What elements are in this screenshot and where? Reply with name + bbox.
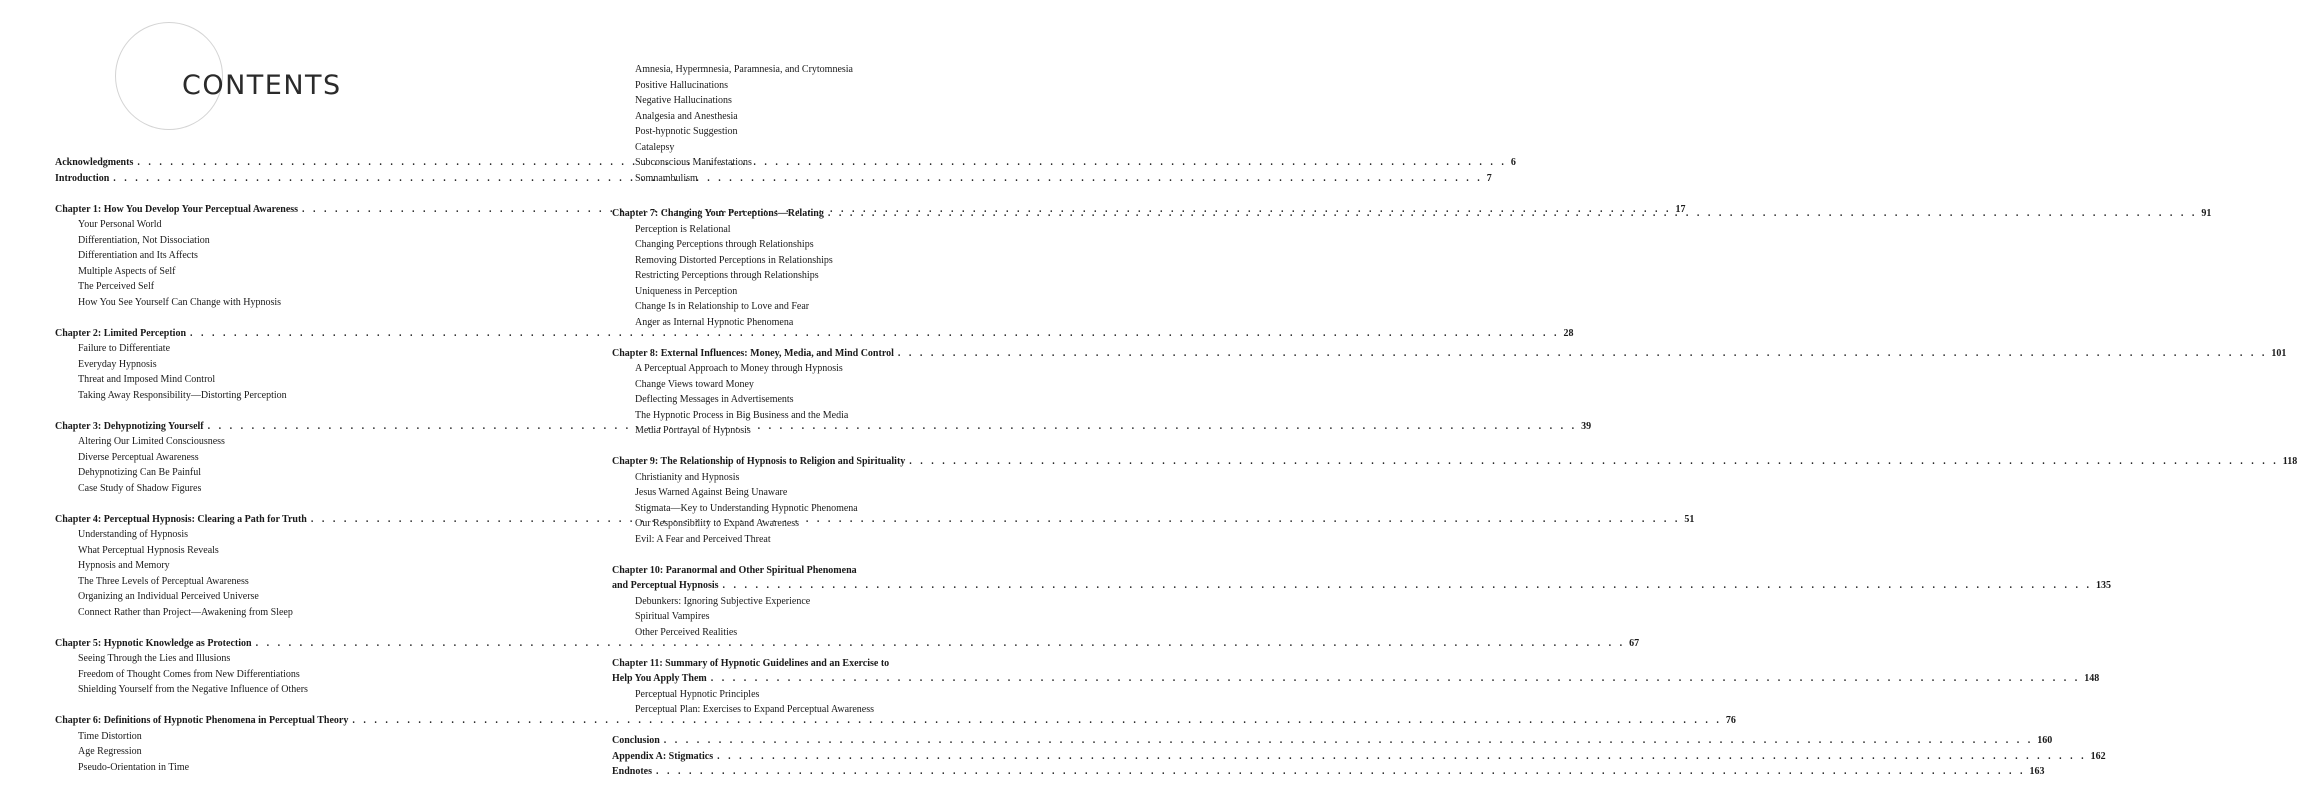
- toc-entry-title: Chapter 5: Hypnotic Knowledge as Protection: [55, 637, 252, 649]
- toc-section: Amnesia, Hypermnesia, Paramnesia, and Crytomnesia: [635, 64, 853, 75]
- toc-section: Organizing an Individual Perceived Universe: [78, 591, 259, 602]
- toc-entry: [612, 656, 2100, 687]
- toc-section: Deflecting Messages in Advertisements: [635, 394, 794, 405]
- dot-leader: [723, 578, 2093, 594]
- toc-section: Anger as Internal Hypnotic Phenomena: [635, 316, 794, 328]
- toc-entry-page: 163: [2029, 766, 2045, 777]
- toc-entry: [612, 749, 2106, 765]
- toc-entry-title-line2-row: [612, 671, 2099, 687]
- chapter-group: [612, 563, 2111, 641]
- dot-leader: [664, 733, 2034, 749]
- toc-section: Everyday Hypnosis: [78, 358, 157, 370]
- toc-section: Taking Away Responsibility—Distorting Perception: [78, 389, 287, 401]
- toc-section: Shielding Yourself from the Negative Influence of Others: [78, 684, 308, 695]
- dot-leader: [656, 764, 2026, 780]
- toc-section: Perceptual Hypnotic Principles: [635, 688, 760, 700]
- toc-section: Dehypnotizing Can Be Painful: [78, 467, 202, 478]
- toc-section: Stigmata—Key to Understanding Hypnotic Phenomena: [635, 502, 858, 514]
- toc-section: Multiple Aspects of Self: [78, 265, 176, 277]
- toc-section: Subconscious Manifestations: [635, 157, 752, 168]
- toc-section: Other Perceived Realities: [635, 626, 738, 638]
- toc-section: Catalepsy: [635, 141, 675, 153]
- dot-leader: [711, 671, 2081, 687]
- toc-entry-title: Chapter 4: Perceptual Hypnosis: Clearing a Path for Truth: [55, 513, 307, 525]
- toc-entry-page: 17: [1675, 203, 1686, 215]
- toc-section: Positive Hallucinations: [635, 79, 729, 91]
- toc-section: Your Personal World: [78, 219, 162, 230]
- toc-entry-title: Chapter 3: Dehypnotizing Yourself: [55, 420, 204, 432]
- toc-entry-title-block: [612, 563, 2111, 594]
- toc-section: Connect Rather than Project—Awakening from Sleep: [78, 606, 293, 618]
- toc-section: Post-hypnotic Suggestion: [635, 126, 738, 137]
- toc-entry-title-line2: Help You Apply Them: [612, 673, 707, 684]
- toc-section: Analgesia and Anesthesia: [635, 110, 738, 122]
- toc-section: Our Responsibility to Expand Awareness: [635, 518, 800, 529]
- toc-entry: [612, 346, 2287, 362]
- toc-entry-page: 7: [1486, 172, 1492, 184]
- toc-section: Time Distortion: [78, 730, 142, 742]
- toc-entry: [55, 636, 1640, 652]
- toc-entry-title: Chapter 6: Definitions of Hypnotic Phenomena in Perceptual Theory: [55, 715, 349, 726]
- toc-section: Seeing Through the Lies and Illusions: [78, 653, 231, 664]
- toc-entry-page: 6: [1510, 157, 1516, 168]
- toc-section: What Perceptual Hypnosis Reveals: [78, 544, 219, 556]
- toc-entry-title-line2-row: [612, 578, 2111, 594]
- chapter-group: [612, 656, 2100, 718]
- toc-section: Removing Distorted Perceptions in Relationships: [635, 254, 833, 266]
- dot-leader: [828, 206, 2198, 222]
- toc-section: Pseudo-Orientation in Time: [78, 761, 190, 773]
- dot-leader: [898, 346, 2268, 362]
- toc-section: Threat and Imposed Mind Control: [78, 374, 216, 385]
- toc-entry-page: 118: [2282, 456, 2297, 467]
- toc-entry-title-line2: and Perceptual Hypnosis: [612, 580, 719, 591]
- toc-entry-title-block: [612, 656, 2099, 687]
- toc-section: Hypnosis and Memory: [78, 560, 170, 571]
- toc-section: Debunkers: Ignoring Subjective Experience: [635, 595, 811, 607]
- chapter-6-continuation: [612, 62, 1024, 186]
- toc-section: Age Regression: [78, 746, 142, 757]
- toc-section: Somnambulism: [635, 172, 698, 184]
- toc-entry-title: Chapter 1: How You Develop Your Perceptual Awareness: [55, 203, 299, 215]
- toc-entry-page: 162: [2090, 750, 2106, 762]
- toc-entry: [55, 713, 1736, 729]
- toc-section: The Three Levels of Perceptual Awareness: [78, 575, 249, 587]
- toc-section: A Perceptual Approach to Money through Hypnosis: [635, 363, 843, 374]
- toc-entry-title: Chapter 10: Paranormal and Other Spiritual Phenomena: [612, 564, 857, 576]
- toc-entry-title: Chapter 9: The Relationship of Hypnosis to Religion and Spirituality: [612, 456, 906, 467]
- toc-section: Change Views toward Money: [635, 378, 754, 390]
- page-title: CONTENTS: [182, 70, 342, 101]
- toc-section: How You See Yourself Can Change with Hypnosis: [78, 296, 282, 308]
- toc-section: Case Study of Shadow Figures: [78, 482, 202, 494]
- toc-entry-title: Introduction: [55, 172, 110, 184]
- toc-section: Restricting Perceptions through Relationships: [635, 270, 819, 281]
- toc-entry-page: 135: [2096, 580, 2111, 591]
- toc-entry-title: Acknowledgments: [55, 157, 134, 168]
- toc-entry-page: 101: [2271, 347, 2287, 359]
- toc-entry: [612, 764, 2045, 780]
- toc-section: Media Portrayal of Hypnosis: [635, 425, 751, 436]
- toc-entry-page: 160: [2037, 735, 2053, 746]
- toc-section: Failure to Differentiate: [78, 343, 171, 354]
- toc-section: Altering Our Limited Consciousness: [78, 436, 225, 447]
- back-matter-group: [612, 733, 2106, 780]
- toc-entry-title: Chapter 8: External Influences: Money, Media, and Mind Control: [612, 347, 894, 359]
- toc-entry: [612, 563, 2111, 594]
- toc-section: Change Is in Relationship to Love and Fear: [635, 301, 810, 312]
- toc-section: Differentiation and Its Affects: [78, 250, 198, 261]
- toc-entry-page: 76: [1725, 715, 1736, 726]
- toc-entry-title: Endnotes: [612, 766, 653, 777]
- toc-section: Christianity and Hypnosis: [635, 471, 740, 483]
- toc-entry-title: Chapter 2: Limited Perception: [55, 327, 187, 339]
- toc-section: Differentiation, Not Dissociation: [78, 234, 210, 246]
- toc-entry-page: 28: [1563, 327, 1574, 339]
- toc-entry-page: 67: [1629, 637, 1640, 649]
- toc-section: Diverse Perceptual Awareness: [78, 451, 199, 463]
- toc-section: Changing Perceptions through Relationships: [635, 239, 814, 250]
- toc-section: Perceptual Plan: Exercises to Expand Perceptual Awareness: [635, 704, 875, 715]
- toc-entry-page: 148: [2084, 673, 2100, 684]
- toc-section: Perception is Relational: [635, 223, 731, 235]
- toc-entry-title: Conclusion: [612, 735, 660, 746]
- toc-section: Negative Hallucinations: [635, 95, 732, 106]
- toc-section: Evil: A Fear and Perceived Threat: [635, 533, 771, 545]
- toc-entry-page: 51: [1684, 513, 1695, 525]
- toc-entry: [612, 733, 2053, 749]
- toc-section: The Hypnotic Process in Big Business and the Media: [635, 409, 849, 421]
- toc-section: Uniqueness in Perception: [635, 285, 738, 297]
- toc-entry: [612, 454, 2297, 470]
- toc-entry-title: Chapter 11: Summary of Hypnotic Guidelines and an Exercise to: [612, 657, 890, 669]
- toc-section: Spiritual Vampires: [635, 611, 710, 622]
- dot-leader: [717, 749, 2087, 765]
- toc-section: Jesus Warned Against Being Unaware: [635, 487, 788, 498]
- toc-entry-page: 91: [2201, 208, 2212, 219]
- toc-section: Understanding of Hypnosis: [78, 529, 188, 540]
- dot-leader: [909, 454, 2279, 470]
- toc-entry-title: Chapter 7: Changing Your Perceptions—Relating: [612, 208, 824, 219]
- toc-section: The Perceived Self: [78, 281, 155, 292]
- toc-entry: [55, 326, 1574, 342]
- toc-section: Freedom of Thought Comes from New Differentiations: [78, 668, 300, 680]
- toc-entry-title: Appendix A: Stigmatics: [612, 750, 714, 762]
- toc-entry-page: 39: [1581, 420, 1592, 432]
